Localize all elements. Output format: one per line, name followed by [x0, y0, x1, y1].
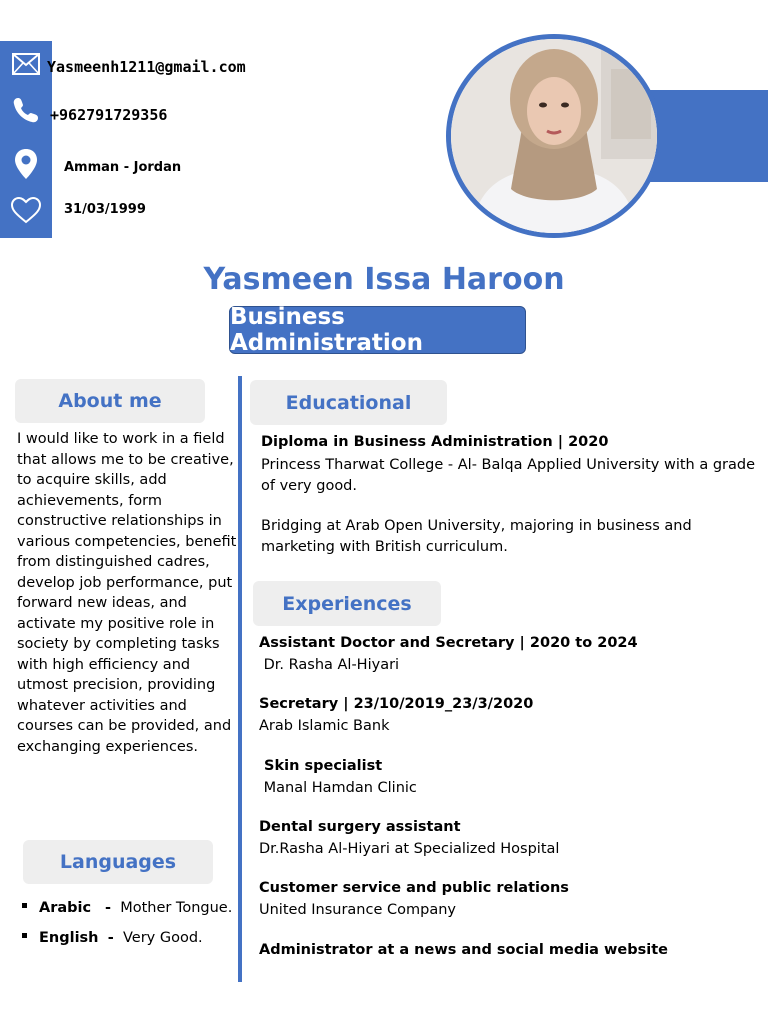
experience-title: Dental surgery assistant [259, 819, 461, 835]
experience-title: Customer service and public relations [259, 880, 569, 896]
education-detail: Bridging at Arab Open University, majoring in business and marketing with British curriculum. [261, 518, 692, 555]
experience-detail: United Insurance Company [259, 902, 456, 918]
experience-detail: Dr.Rasha Al-Hiyari at Specialized Hospital [259, 841, 560, 857]
experience-detail: Dr. Rasha Al-Hiyari [259, 657, 400, 673]
experience-heading-label: Experiences [282, 592, 412, 615]
birthdate-text: 31/03/1999 [64, 202, 146, 217]
about-heading [15, 379, 205, 423]
education-detail: Princess Tharwat College - Al- Balqa Applied University with a grade of very good. [261, 457, 756, 494]
experience-title: Administrator at a news and social media website [259, 942, 668, 958]
language-separator: - [107, 930, 114, 946]
language-item [22, 900, 232, 916]
languages-heading [23, 840, 213, 884]
location-text: Amman - Jordan [64, 160, 182, 175]
education-heading [250, 380, 447, 425]
language-level: Mother Tongue. [120, 900, 233, 916]
experience-title: Assistant Doctor and Secretary | 2020 to 2024 [259, 635, 638, 651]
experience-title: Secretary | 23/10/2019_23/3/2020 [259, 696, 534, 712]
experience-title: Skin specialist [259, 758, 383, 774]
languages-heading-label: Languages [59, 851, 177, 873]
location-pin-icon [9, 147, 43, 181]
job-title: Business Administration [230, 304, 423, 356]
education-title: Diploma in Business Administration | 2020 [261, 434, 609, 450]
education-heading-label: Educational [285, 391, 412, 414]
experience-detail: Arab Islamic Bank [259, 718, 390, 734]
phone-text: +962791729356 [50, 106, 168, 124]
about-heading-label: About me [58, 390, 162, 412]
heart-icon [9, 193, 43, 227]
language-name: Arabic [39, 900, 92, 916]
experience-heading [253, 581, 441, 626]
language-level: Very Good. [122, 930, 203, 946]
contact-strip [0, 41, 52, 238]
language-item [22, 930, 203, 946]
full-name: Yasmeen Issa Haroon [203, 262, 565, 297]
email-text: Yasmeenh1211@gmail.com [47, 58, 246, 76]
phone-icon [9, 93, 43, 127]
profile-photo [446, 34, 662, 238]
envelope-icon [9, 47, 43, 81]
language-separator: - [104, 900, 111, 916]
bullet-icon [22, 903, 27, 908]
job-title-badge [229, 306, 526, 354]
about-text: I would like to work in a field that allows me to be creative, to acquire skills, add achievements, form constructive relationships in various competencies, benefit from distinguished cadres, develop job performance, put forward new ideas, and activate my positive role in society by completing tasks with high efficiency and utmost precision, providing whatever activities and courses can be provided, and exchanging experiences. [17, 431, 237, 755]
experience-detail: Manal Hamdan Clinic [259, 780, 417, 796]
language-name: English [39, 930, 99, 946]
bullet-icon [22, 933, 27, 938]
